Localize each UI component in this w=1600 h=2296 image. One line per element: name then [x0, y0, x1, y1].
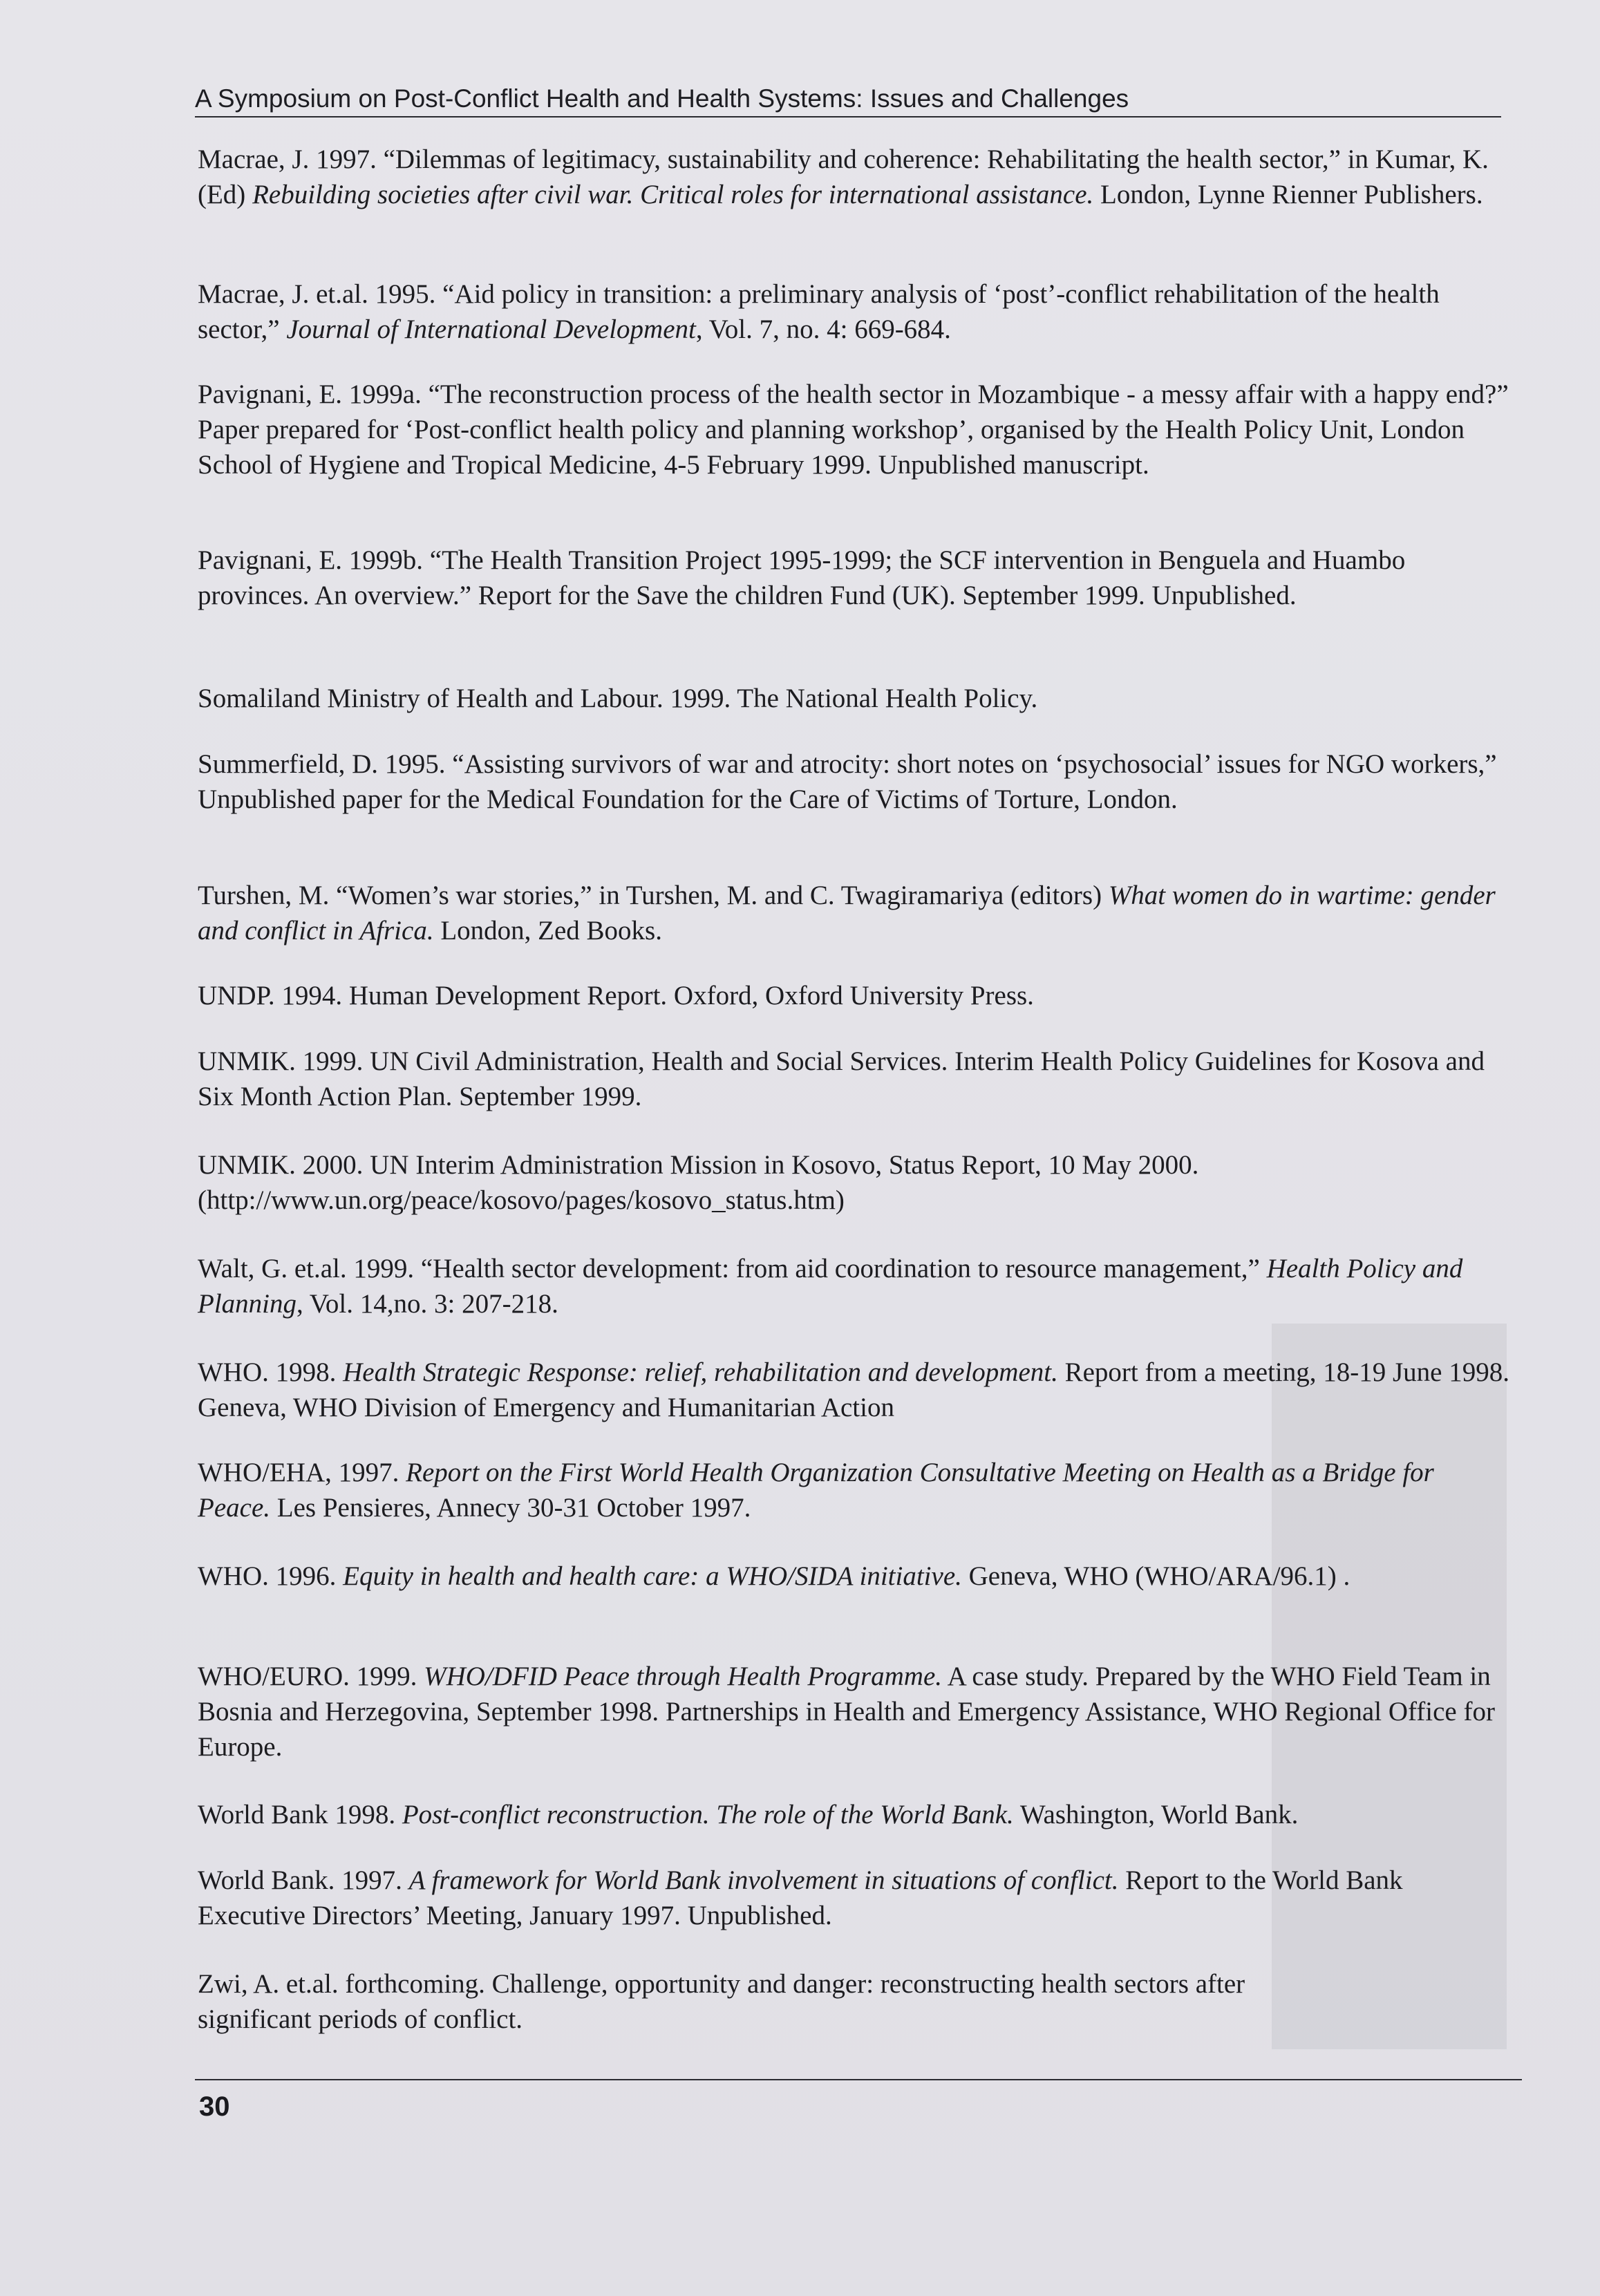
reference-entry: UNMIK. 2000. UN Interim Administration Mission in Kosovo, Status Report, 10 May 2000. (http://www.un.org/peace/kosovo/pages/kosovo_status.htm)	[198, 1150, 1199, 1215]
reference-entry: Zwi, A. et.al. forthcoming. Challenge, opportunity and danger: reconstructing health sectors after significant periods of conflict.	[198, 1969, 1245, 2034]
reference-entry: Somaliland Ministry of Health and Labour. 1999. The National Health Policy.	[198, 684, 1038, 713]
reference-entry: World Bank 1998. Post-conflict reconstruction. The role of the World Bank. Washington, World Bank.	[198, 1800, 1299, 1829]
reference-entry: Pavignani, E. 1999b. “The Health Transition Project 1995-1999; the SCF intervention in Benguela and Huambo provinces. An overview.” Report for the Save the children Fund (UK). September 1999. Unpublished.	[198, 545, 1406, 610]
reference-entry: Macrae, J. et.al. 1995. “Aid policy in transition: a preliminary analysis of ‘post’-conflict rehabilitation of the health sector,” Journal of International Development, Vol. 7, no. 4: 669-684.	[198, 279, 1440, 344]
reference-entry: Macrae, J. 1997. “Dilemmas of legitimacy, sustainability and coherence: Rehabilitating the health sector,” in Kumar, K. (Ed) Rebuilding societies after civil war. Critical roles for international assistance. London, Lynne Rienner Publishers.	[198, 144, 1489, 209]
reference-entry: WHO. 1996. Equity in health and health care: a WHO/SIDA initiative. Geneva, WHO (WHO/ARA/96.1) .	[198, 1561, 1350, 1591]
reference-entry: UNDP. 1994. Human Development Report. Oxford, Oxford University Press.	[198, 981, 1034, 1010]
page-number: 30	[199, 2091, 230, 2122]
reference-entry: WHO/EHA, 1997. Report on the First World Health Organization Consultative Meeting on Health as a Bridge for Peace. Les Pensieres, Annecy 30-31 October 1997.	[198, 1458, 1434, 1523]
reference-entry: Turshen, M. “Women’s war stories,” in Turshen, M. and C. Twagiramariya (editors) What women do in wartime: gender and conflict in Africa. London, Zed Books.	[198, 881, 1496, 945]
reference-entry: World Bank. 1997. A framework for World Bank involvement in situations of conflict. Report to the World Bank Executive Directors’ Meeting, January 1997. Unpublished.	[198, 1865, 1403, 1930]
reference-entry: Summerfield, D. 1995. “Assisting survivors of war and atrocity: short notes on ‘psychosocial’ issues for NGO workers,” Unpublished paper for the Medical Foundation for the Care of Victims of Torture, London.	[198, 749, 1497, 814]
running-header: A Symposium on Post-Conflict Health and Health Systems: Issues and Challenges	[195, 84, 1129, 113]
footer-rule	[195, 2079, 1522, 2080]
reference-entry: UNMIK. 1999. UN Civil Administration, Health and Social Services. Interim Health Policy Guidelines for Kosova and Six Month Action Plan. September 1999.	[198, 1046, 1485, 1111]
reference-entry: WHO. 1998. Health Strategic Response: relief, rehabilitation and development. Report from a meeting, 18-19 June 1998. Geneva, WHO Division of Emergency and Humanitarian Action	[198, 1357, 1509, 1422]
reference-entry: WHO/EURO. 1999. WHO/DFID Peace through Health Programme. A case study. Prepared by the WHO Field Team in Bosnia and Herzegovina, September 1998. Partnerships in Health and Emergency Assistance, WHO Regional Office for Europe.	[198, 1662, 1495, 1762]
reference-entry: Pavignani, E. 1999a. “The reconstruction process of the health sector in Mozambique - a messy affair with a happy end?” Paper prepared for ‘Post-conflict health policy and planning workshop’, organised by the Health Policy Unit, London School of Hygiene and Tropical Medicine, 4-5 February 1999. Unpublished manuscript.	[198, 379, 1509, 480]
reference-entry: Walt, G. et.al. 1999. “Health sector development: from aid coordination to resource management,” Health Policy and Planning, Vol. 14,no. 3: 207-218.	[198, 1254, 1463, 1319]
header-rule	[195, 116, 1501, 117]
